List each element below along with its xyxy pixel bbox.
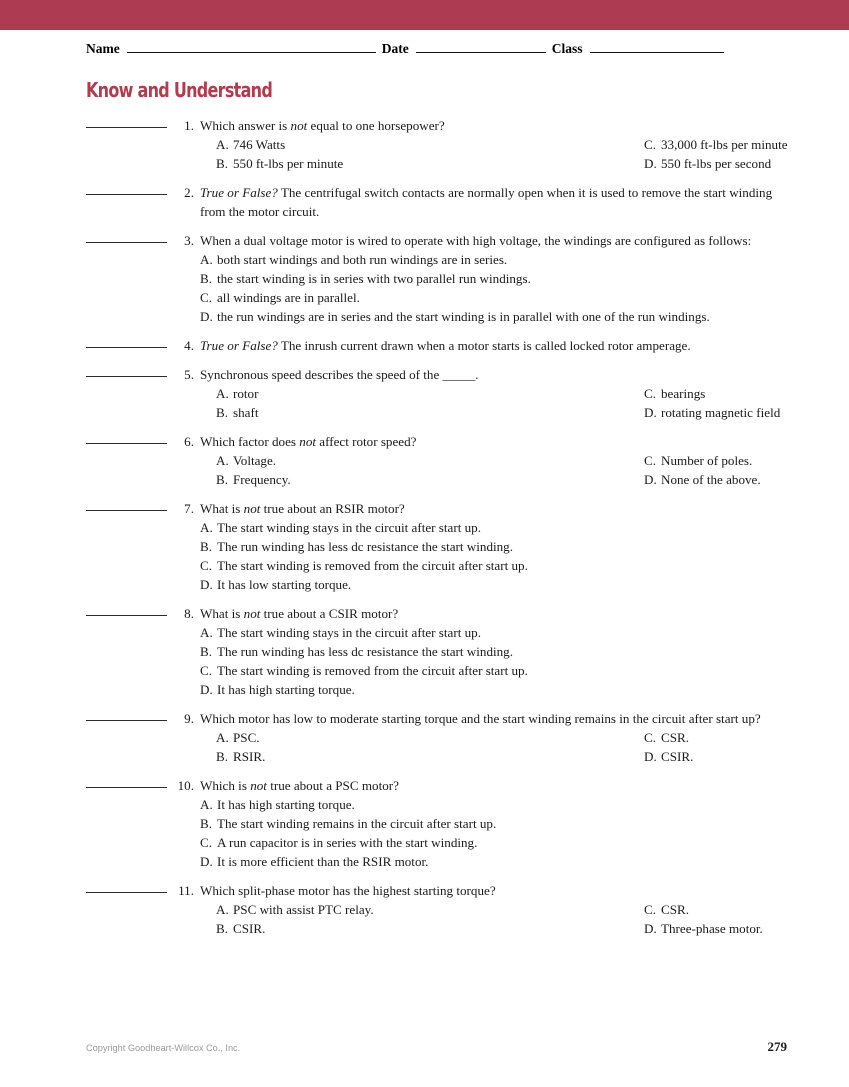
choice-text: A run capacitor is in series with the start winding. (217, 835, 478, 850)
question-list (86, 116, 796, 948)
choice-text: Voltage. (233, 453, 277, 468)
answer-blank-line[interactable] (86, 720, 167, 721)
choice-letter: B. (200, 271, 213, 286)
answer-blank-line[interactable] (86, 615, 167, 616)
answer-blank-line[interactable] (86, 127, 167, 128)
choice-group (200, 250, 796, 326)
choice-text: rotating magnetic field (661, 405, 781, 420)
page-top-band (0, 0, 849, 30)
student-identity-row (86, 41, 788, 61)
choice-letter: C. (200, 663, 213, 678)
choice-row (200, 154, 796, 173)
choice-text: rotor (233, 386, 259, 401)
choice-text: 33,000 ft-lbs per minute (661, 137, 788, 152)
choice-text: Three-phase motor. (661, 921, 763, 936)
choice-text: The start winding is removed from the circuit after start up. (217, 663, 528, 678)
choice-option[interactable] (200, 833, 796, 852)
answer-blank-line[interactable] (86, 443, 167, 444)
choice-option[interactable] (200, 307, 796, 326)
choice-option[interactable] (216, 900, 374, 919)
choice-letter: A. (216, 453, 229, 468)
choice-group (200, 900, 796, 938)
choice-letter: C. (200, 290, 213, 305)
choice-option[interactable] (644, 154, 771, 173)
choice-option[interactable] (216, 451, 276, 470)
choice-letter: B. (200, 816, 213, 831)
choice-option[interactable] (216, 154, 343, 173)
choice-letter: D. (644, 472, 657, 487)
choice-row (200, 680, 796, 699)
choice-row (200, 269, 796, 288)
choice-letter: B. (216, 472, 229, 487)
class-write-in-line[interactable] (590, 41, 724, 53)
choice-text: The start winding is removed from the circuit after start up. (217, 558, 528, 573)
choice-text: bearings (661, 386, 706, 401)
choice-option[interactable] (200, 269, 796, 288)
choice-option[interactable] (644, 900, 689, 919)
choice-letter: B. (200, 539, 213, 554)
question-number: 7. (184, 501, 194, 516)
choice-option[interactable] (644, 728, 689, 747)
question-item (86, 365, 796, 422)
choice-option[interactable] (200, 642, 796, 661)
choice-text: the start winding is in series with two parallel run windings. (217, 271, 531, 286)
choice-option[interactable] (200, 623, 796, 642)
choice-letter: A. (200, 252, 213, 267)
question-text: What is not true about a CSIR motor? (200, 606, 399, 621)
choice-option[interactable] (200, 537, 796, 556)
choice-option[interactable] (200, 680, 796, 699)
choice-option[interactable] (644, 451, 752, 470)
choice-text: The run winding has less dc resistance the start winding. (217, 644, 513, 659)
choice-option[interactable] (644, 384, 705, 403)
choice-option[interactable] (200, 795, 796, 814)
choice-letter: A. (216, 137, 229, 152)
choice-option[interactable] (200, 575, 796, 594)
question-item (86, 709, 796, 766)
question-item (86, 336, 796, 355)
question-text: Which factor does not affect rotor speed? (200, 434, 417, 449)
choice-text: The start winding stays in the circuit after start up. (217, 520, 481, 535)
choice-group (200, 451, 796, 489)
choice-letter: D. (200, 854, 213, 869)
question-text: Which split-phase motor has the highest starting torque? (200, 883, 496, 898)
choice-text: It has high starting torque. (217, 797, 355, 812)
choice-letter: C. (644, 730, 657, 745)
choice-option[interactable] (216, 919, 265, 938)
choice-row (200, 518, 796, 537)
choice-text: None of the above. (661, 472, 761, 487)
choice-row (200, 288, 796, 307)
choice-option[interactable] (644, 403, 780, 422)
choice-letter: B. (216, 921, 229, 936)
choice-letter: C. (644, 137, 657, 152)
choice-option[interactable] (644, 135, 788, 154)
class-label: Class (551, 41, 583, 56)
question-item (86, 432, 796, 489)
choice-text: both start windings and both run windings are in series. (217, 252, 508, 267)
choice-text: It has high starting torque. (217, 682, 355, 697)
choice-text: It is more efficient than the RSIR motor. (217, 854, 429, 869)
question-number: 8. (184, 606, 194, 621)
choice-row (200, 537, 796, 556)
date-write-in-line[interactable] (416, 41, 546, 53)
choice-text: It has low starting torque. (217, 577, 352, 592)
choice-row (200, 795, 796, 814)
choice-letter: A. (200, 625, 213, 640)
choice-letter: D. (644, 156, 657, 171)
choice-row (200, 900, 796, 919)
choice-row (200, 661, 796, 680)
choice-letter: C. (644, 386, 657, 401)
choice-group (200, 728, 796, 766)
question-number: 4. (184, 338, 194, 353)
choice-text: The start winding remains in the circuit after start up. (217, 816, 497, 831)
question-item (86, 499, 796, 594)
choice-letter: B. (216, 405, 229, 420)
answer-blank-line[interactable] (86, 892, 167, 893)
choice-text: the run windings are in series and the start winding is in parallel with one of the run windings. (217, 309, 710, 324)
choice-text: CSR. (661, 730, 690, 745)
choice-option[interactable] (216, 403, 258, 422)
choice-letter: B. (216, 156, 229, 171)
choice-row (200, 852, 796, 871)
choice-option[interactable] (216, 135, 285, 154)
choice-option[interactable] (216, 747, 265, 766)
answer-blank-line[interactable] (86, 787, 167, 788)
choice-option[interactable] (200, 518, 796, 537)
choice-option[interactable] (200, 661, 796, 680)
choice-row (200, 919, 796, 938)
question-item (86, 776, 796, 871)
choice-group (200, 384, 796, 422)
question-text: What is not true about an RSIR motor? (200, 501, 405, 516)
choice-letter: C. (200, 835, 213, 850)
choice-option[interactable] (200, 250, 796, 269)
choice-option[interactable] (216, 470, 291, 489)
choice-row (200, 575, 796, 594)
choice-letter: D. (200, 577, 213, 592)
choice-text: The run winding has less dc resistance the start winding. (217, 539, 513, 554)
question-text: Which motor has low to moderate starting torque and the start winding remains in the circuit after start up? (200, 711, 761, 726)
question-number: 5. (184, 367, 194, 382)
question-item (86, 604, 796, 699)
choice-option[interactable] (644, 747, 693, 766)
choice-group (200, 135, 796, 173)
name-write-in-line[interactable] (127, 41, 376, 53)
answer-blank-line[interactable] (86, 376, 167, 377)
choice-letter: D. (644, 749, 657, 764)
choice-letter: C. (644, 902, 657, 917)
choice-row (200, 556, 796, 575)
choice-option[interactable] (200, 288, 796, 307)
answer-blank-line[interactable] (86, 194, 167, 195)
choice-option[interactable] (216, 384, 258, 403)
question-number: 1. (184, 118, 194, 133)
choice-option[interactable] (644, 470, 761, 489)
question-number: 10. (177, 778, 194, 793)
choice-text: CSIR. (661, 749, 694, 764)
question-item (86, 231, 796, 326)
choice-option[interactable] (200, 814, 796, 833)
choice-row (200, 814, 796, 833)
choice-text: 746 Watts (233, 137, 286, 152)
choice-group (200, 795, 796, 871)
choice-text: PSC. (233, 730, 260, 745)
choice-text: 550 ft-lbs per minute (233, 156, 344, 171)
answer-blank-line[interactable] (86, 510, 167, 511)
choice-letter: A. (200, 797, 213, 812)
choice-text: all windings are in parallel. (217, 290, 360, 305)
choice-row (200, 747, 796, 766)
choice-row (200, 623, 796, 642)
question-text: Which is not true about a PSC motor? (200, 778, 399, 793)
answer-blank-line[interactable] (86, 347, 167, 348)
answer-blank-line[interactable] (86, 242, 167, 243)
page-title: Know and Understand (86, 78, 273, 102)
question-text: Which answer is not equal to one horsepower? (200, 118, 445, 133)
question-text: True or False? The inrush current drawn when a motor starts is called locked rotor amperage. (200, 338, 691, 353)
choice-text: Number of poles. (661, 453, 753, 468)
question-text: Synchronous speed describes the speed of the _____. (200, 367, 479, 382)
choice-row (200, 384, 796, 403)
choice-row (200, 728, 796, 747)
choice-letter: D. (200, 682, 213, 697)
choice-letter: D. (644, 405, 657, 420)
choice-letter: B. (200, 644, 213, 659)
choice-option[interactable] (644, 919, 763, 938)
choice-letter: A. (216, 730, 229, 745)
choice-row (200, 451, 796, 470)
choice-text: CSR. (661, 902, 690, 917)
choice-letter: D. (200, 309, 213, 324)
date-label: Date (381, 41, 409, 56)
question-number: 3. (184, 233, 194, 248)
choice-letter: C. (644, 453, 657, 468)
choice-text: The start winding stays in the circuit after start up. (217, 625, 481, 640)
footer-page-number: 279 (767, 1039, 787, 1054)
choice-text: shaft (233, 405, 259, 420)
question-item (86, 116, 796, 173)
question-text: When a dual voltage motor is wired to operate with high voltage, the windings are configured as follows: (200, 233, 752, 248)
question-number: 2. (184, 185, 194, 200)
choice-text: RSIR. (233, 749, 266, 764)
choice-text: 550 ft-lbs per second (661, 156, 772, 171)
choice-row (200, 135, 796, 154)
choice-letter: A. (200, 520, 213, 535)
footer-copyright: Copyright Goodheart-Willcox Co., Inc. (86, 1043, 241, 1053)
question-item (86, 183, 796, 221)
question-number: 9. (184, 711, 194, 726)
choice-letter: D. (644, 921, 657, 936)
question-item (86, 881, 796, 938)
choice-option[interactable] (200, 852, 796, 871)
choice-row (200, 250, 796, 269)
choice-option[interactable] (216, 728, 260, 747)
choice-group (200, 623, 796, 699)
choice-group (200, 518, 796, 594)
choice-letter: B. (216, 749, 229, 764)
choice-text: PSC with assist PTC relay. (233, 902, 374, 917)
choice-row (200, 470, 796, 489)
choice-row (200, 833, 796, 852)
name-label: Name (86, 41, 120, 56)
choice-row (200, 642, 796, 661)
choice-letter: A. (216, 386, 229, 401)
question-text: True or False? The centrifugal switch contacts are normally open when it is used to remove the start winding from the motor circuit. (200, 185, 773, 219)
question-number: 6. (184, 434, 194, 449)
choice-text: CSIR. (233, 921, 266, 936)
choice-row (200, 403, 796, 422)
choice-letter: A. (216, 902, 229, 917)
choice-letter: C. (200, 558, 213, 573)
choice-option[interactable] (200, 556, 796, 575)
choice-row (200, 307, 796, 326)
choice-text: Frequency. (233, 472, 291, 487)
question-number: 11. (178, 883, 194, 898)
